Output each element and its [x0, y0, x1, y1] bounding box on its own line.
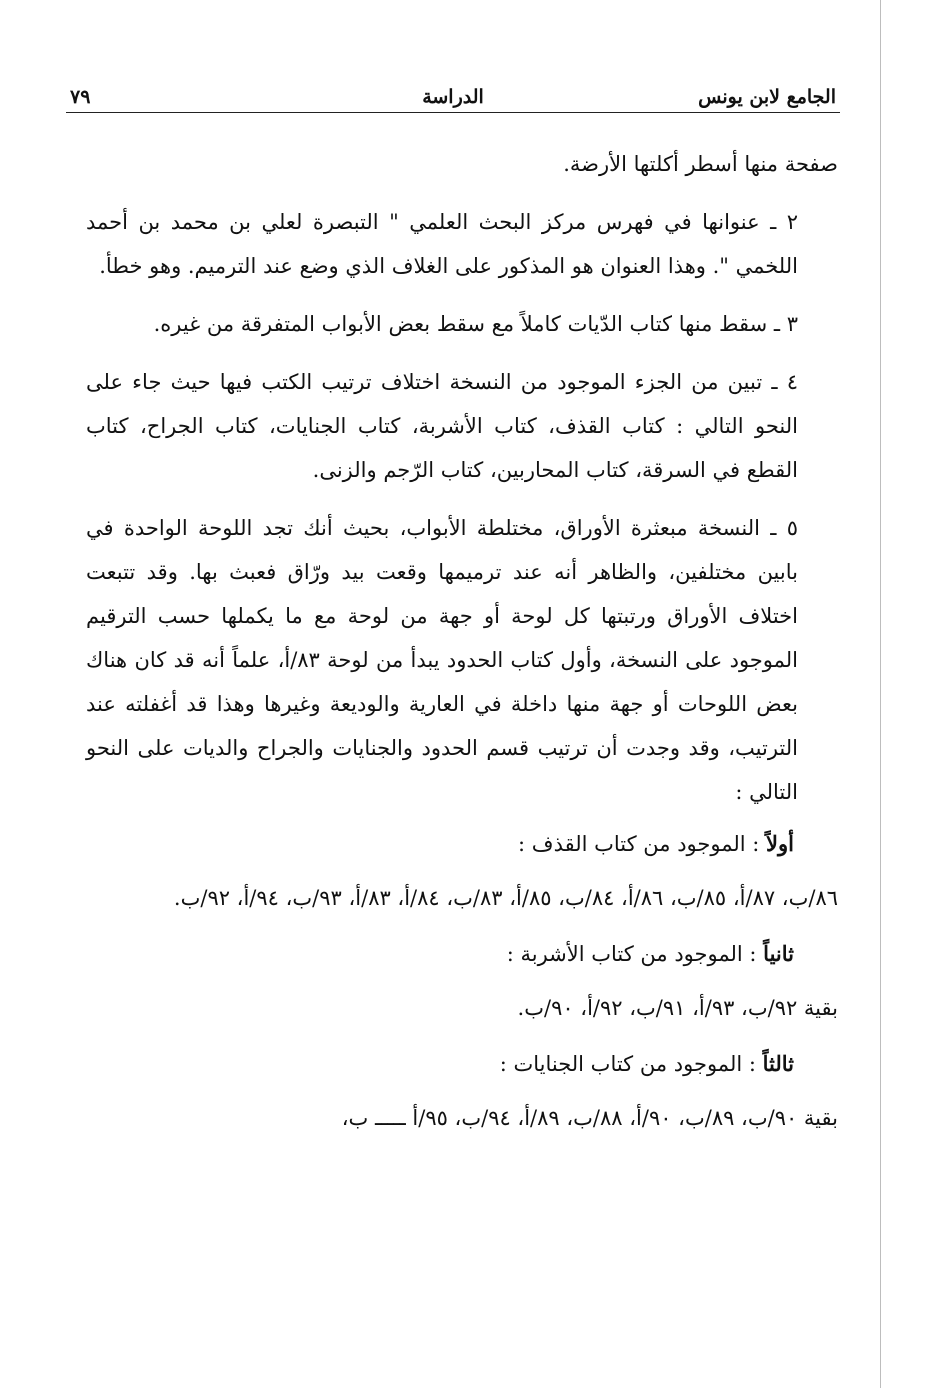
- section-heading-jinayat: [86, 1042, 838, 1086]
- paragraph-item-2: ٢ ـ عنوانها في فهرس مركز البحث العلمي " التبصرة لعلي بن محمد بن أحمد اللخمي ". وهذا العنوان هو المذكور على الغلاف الذي وضع عند الترميم. وهو خطأ.: [86, 210, 798, 278]
- folio-references: بقية ٩٠/ب، ٨٩/ب، ٩٠/أ، ٨٨/ب، ٨٩/أ، ٩٤/ب، ٩٥/أ ـــــ ب،: [341, 1106, 838, 1130]
- paragraph-item-3: ٣ ـ سقط منها كتاب الدّيات كاملاً مع سقط بعض الأبواب المتفرقة من غيره.: [153, 312, 798, 336]
- running-header: [66, 82, 840, 114]
- header-book-title: الجامع لابن يونس: [698, 86, 836, 108]
- section-title: : الموجود من كتاب القذف :: [518, 832, 767, 856]
- section-label: ثالثاً: [762, 1051, 794, 1076]
- page-edge-line: [880, 0, 881, 1388]
- folio-references: ٨٦/ب، ٨٧/أ، ٨٥/ب، ٨٦/أ، ٨٤/ب، ٨٥/أ، ٨٣/ب، ٨٤/أ، ٨٣/أ، ٩٣/ب، ٩٤/أ، ٩٢/ب.: [173, 886, 838, 910]
- section-title: : الموجود من كتاب الجنايات :: [499, 1052, 763, 1076]
- section-label: أولاً: [766, 831, 794, 856]
- section-heading-ashriba: [86, 932, 838, 976]
- header-rule: [66, 112, 840, 113]
- header-section-title: الدراسة: [422, 86, 484, 108]
- section-label: ثانياً: [763, 941, 794, 966]
- folio-references: بقية ٩٢/ب، ٩٣/أ، ٩١/ب، ٩٢/أ، ٩٠/ب.: [517, 996, 838, 1020]
- paragraph-item-4: ٤ ـ تبين من الجزء الموجود من النسخة اختلاف ترتيب الكتب فيها حيث جاء على النحو التالي : كتاب القذف، كتاب الأشربة، كتاب الجنايات، كتاب الجراح، كتاب القطع في السرقة، كتاب المحاربين، كتاب الرّجم والزنى.: [86, 370, 798, 482]
- section-heading-qadhf: [86, 822, 838, 866]
- paragraph-continuation: صفحة منها أسطر أكلتها الأرضة.: [563, 152, 838, 176]
- page-number: ٧٩: [70, 86, 91, 108]
- paragraph-item-5: ٥ ـ النسخة مبعثرة الأوراق، مختلطة الأبواب، بحيث أنك تجد اللوحة الواحدة في بابين مختلفين، والظاهر أنه عند ترميمها وقعت بيد ورّاق فعبث بها. وقد تتبعت اختلاف الأوراق ورتبتها كل لوحة أو جهة من لوحة مع ما يكملها حسب الترقيم الموجود على النسخة، وأول كتاب الحدود يبدأ من لوحة ٨٣/أ، علماً أنه قد كان هناك بعض اللوحات أو جهة منها داخلة في العارية والوديعة وغيرها وهذا قد أغفلته عند الترتيب، وقد وجدت أن ترتيب قسم الحدود والجنايات والجراح والديات على النحو التالي :: [86, 516, 798, 804]
- section-title: : الموجود من كتاب الأشربة :: [506, 942, 764, 966]
- page-body: [86, 142, 838, 1152]
